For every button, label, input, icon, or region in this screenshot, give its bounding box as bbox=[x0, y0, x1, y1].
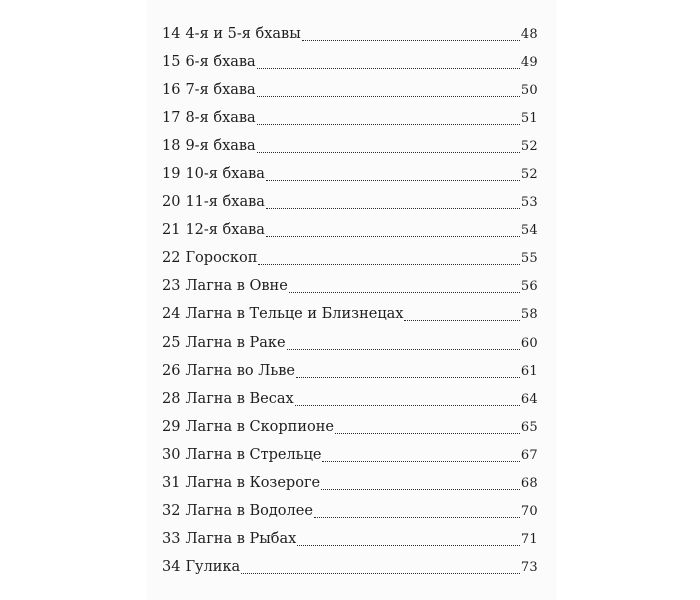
toc-entry-number: 25 bbox=[162, 334, 181, 351]
dot-leader bbox=[321, 475, 520, 491]
toc-entry-text: Лагна в Раке bbox=[185, 334, 286, 351]
toc-entry-page: 64 bbox=[520, 391, 538, 407]
toc-entry bbox=[162, 528, 538, 556]
toc-entry-page: 55 bbox=[520, 251, 538, 267]
dot-leader bbox=[297, 531, 520, 547]
dot-leader bbox=[302, 25, 520, 41]
toc-entry-text: Лагна в Рыбах bbox=[185, 531, 297, 548]
toc-entry-page: 68 bbox=[520, 476, 538, 491]
toc-entry-page: 67 bbox=[520, 447, 538, 463]
toc-entry bbox=[162, 331, 538, 359]
toc-entry-text: Лагна в Овне bbox=[185, 278, 288, 295]
toc-entry bbox=[162, 78, 538, 106]
toc-entry bbox=[162, 106, 538, 134]
toc-entry bbox=[162, 275, 538, 303]
toc-entry-text: Лагна в Скорпионе bbox=[185, 418, 334, 435]
toc-entry bbox=[162, 162, 538, 190]
toc-entry bbox=[162, 472, 538, 500]
toc-entry-text: Лагна в Стрельце bbox=[185, 446, 322, 463]
toc-entry-title bbox=[162, 503, 313, 519]
toc-entry-text: Лагна в Весах bbox=[185, 390, 294, 407]
toc-entry-title bbox=[162, 138, 256, 154]
toc-entry-title bbox=[162, 26, 301, 42]
toc-entry bbox=[162, 22, 538, 50]
toc-entry-title bbox=[162, 166, 265, 182]
toc-entry-title bbox=[162, 531, 296, 547]
toc-entry-page: 71 bbox=[520, 532, 538, 548]
dot-leader bbox=[241, 559, 520, 575]
toc-entry-page: 49 bbox=[520, 54, 538, 70]
dot-leader bbox=[257, 109, 520, 125]
toc-entry-page: 51 bbox=[520, 110, 538, 126]
dot-leader bbox=[257, 81, 520, 97]
toc-entry-page: 52 bbox=[520, 138, 538, 154]
toc-entry-number: 23 bbox=[162, 278, 181, 295]
toc-entry-page: 70 bbox=[520, 504, 538, 520]
toc-entry-number: 30 bbox=[162, 446, 181, 463]
toc-entry-number: 34 bbox=[162, 559, 181, 576]
toc-entry-title bbox=[162, 82, 256, 98]
dot-leader bbox=[322, 446, 519, 462]
toc-entry-number: 15 bbox=[162, 53, 181, 70]
dot-leader bbox=[314, 503, 520, 519]
toc-entry-number: 22 bbox=[162, 250, 181, 267]
toc-entry-title bbox=[162, 278, 288, 294]
toc-entry bbox=[162, 247, 538, 275]
toc-entry bbox=[162, 443, 538, 471]
toc-entry-page: 60 bbox=[520, 335, 538, 351]
toc-entry-title bbox=[162, 335, 286, 351]
toc-entry-page: 50 bbox=[520, 82, 538, 98]
toc-entry-text: Лагна во Льве bbox=[185, 362, 295, 379]
toc-entry bbox=[162, 500, 538, 528]
toc-entry-text: Лагна в Водолее bbox=[185, 503, 313, 520]
toc-entry-text: 12-я бхава bbox=[185, 222, 265, 239]
toc-entry-number: 21 bbox=[162, 222, 181, 239]
toc-entry-page: 53 bbox=[520, 195, 538, 211]
toc-entry-title bbox=[162, 363, 295, 379]
toc-entry-page: 52 bbox=[520, 166, 538, 182]
toc-entry-page: 58 bbox=[520, 307, 538, 323]
toc-entry-text: 10-я бхава bbox=[185, 165, 265, 182]
toc-entry-title bbox=[162, 419, 334, 435]
toc-entry-text: Гороскоп bbox=[185, 250, 258, 267]
toc-entry-number: 29 bbox=[162, 418, 181, 435]
toc-entry bbox=[162, 303, 538, 331]
dot-leader bbox=[287, 334, 520, 350]
toc-entry-title bbox=[162, 194, 265, 210]
toc-entry bbox=[162, 387, 538, 415]
dot-leader bbox=[257, 137, 520, 153]
toc-entry-text: 9-я бхава bbox=[185, 137, 256, 154]
toc-entry-page: 56 bbox=[520, 279, 538, 295]
toc-entry-page: 61 bbox=[520, 363, 538, 379]
toc-entry-page: 54 bbox=[520, 223, 538, 239]
toc-entry bbox=[162, 50, 538, 78]
toc-entry-title bbox=[162, 391, 294, 407]
toc-entry-page: 73 bbox=[520, 560, 538, 576]
toc-entry-number: 14 bbox=[162, 25, 181, 42]
toc-entry-text: 6-я бхава bbox=[185, 53, 256, 70]
toc-entry-title bbox=[162, 54, 256, 70]
toc-entry bbox=[162, 359, 538, 387]
toc-entry-title bbox=[162, 559, 240, 575]
toc-entry-number: 31 bbox=[162, 475, 181, 491]
dot-leader bbox=[296, 362, 520, 378]
toc-entry-number: 17 bbox=[162, 109, 181, 126]
dot-leader bbox=[257, 53, 520, 69]
toc-entry-text: Гулика bbox=[185, 559, 241, 576]
toc-entry-number: 20 bbox=[162, 194, 181, 211]
toc-entry-number: 19 bbox=[162, 165, 181, 182]
toc-entry bbox=[162, 556, 538, 584]
dot-leader bbox=[266, 222, 520, 238]
toc-entry-text: Лагна в Козероге bbox=[185, 475, 321, 491]
toc-entry-title bbox=[162, 250, 257, 266]
table-of-contents bbox=[162, 22, 538, 584]
toc-entry-number: 18 bbox=[162, 137, 181, 154]
toc-entry bbox=[162, 219, 538, 247]
dot-leader bbox=[258, 250, 519, 266]
toc-entry-page: 65 bbox=[520, 419, 538, 435]
toc-entry-title bbox=[162, 447, 321, 463]
dot-leader bbox=[335, 418, 520, 434]
toc-entry-text: Лагна в Тельце и Близнецах bbox=[185, 306, 404, 323]
dot-leader bbox=[289, 278, 520, 294]
toc-entry-text: 11-я бхава bbox=[185, 194, 265, 211]
dot-leader bbox=[266, 194, 520, 210]
toc-entry-page: 48 bbox=[520, 26, 538, 42]
toc-entry-number: 26 bbox=[162, 362, 181, 379]
toc-entry-title bbox=[162, 222, 265, 238]
toc-entry-text: 7-я бхава bbox=[185, 81, 256, 98]
toc-entry-number: 28 bbox=[162, 390, 181, 407]
toc-entry-title bbox=[162, 475, 320, 491]
toc-entry bbox=[162, 415, 538, 443]
dot-leader bbox=[266, 165, 520, 181]
dot-leader bbox=[404, 306, 519, 322]
dot-leader bbox=[295, 390, 520, 406]
toc-entry-text: 4-я и 5-я бхавы bbox=[185, 25, 301, 42]
toc-entry-number: 16 bbox=[162, 81, 181, 98]
toc-entry-title bbox=[162, 110, 256, 126]
toc-entry-number: 24 bbox=[162, 306, 181, 323]
toc-entry-number: 33 bbox=[162, 531, 181, 548]
toc-entry bbox=[162, 191, 538, 219]
toc-entry-text: 8-я бхава bbox=[185, 109, 256, 126]
toc-entry bbox=[162, 134, 538, 162]
toc-entry-number: 32 bbox=[162, 503, 181, 520]
toc-entry-title bbox=[162, 306, 403, 322]
